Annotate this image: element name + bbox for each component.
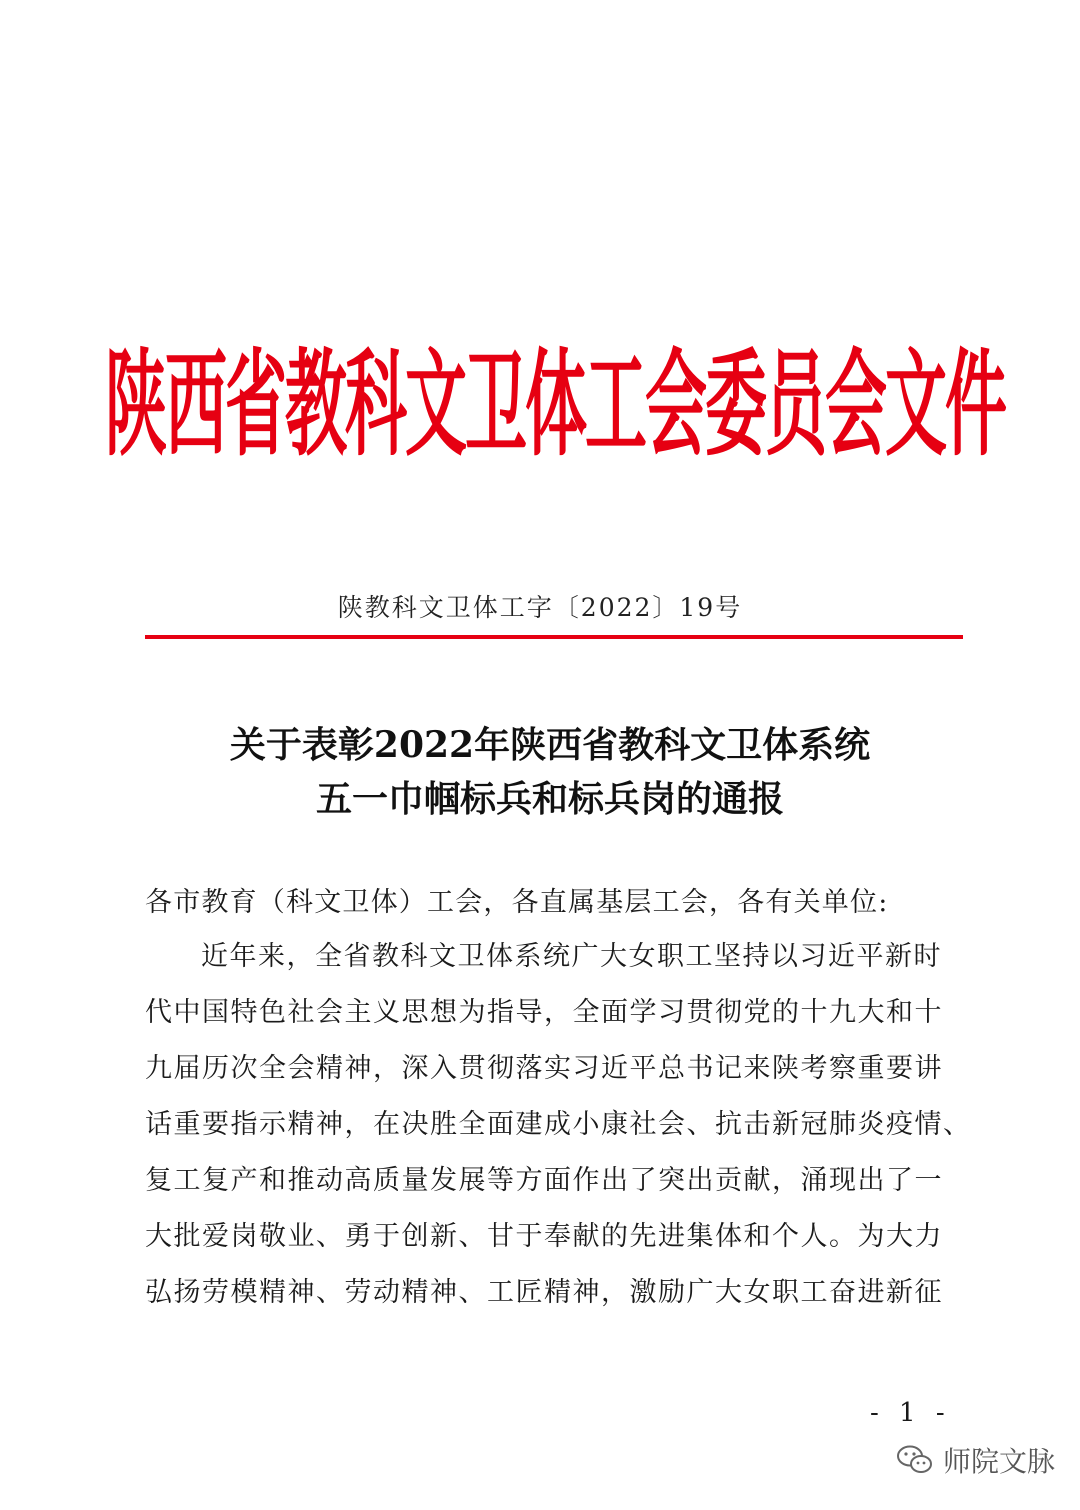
page-number: - 1 - bbox=[870, 1398, 951, 1428]
title-line-2: 五一巾帼标兵和标兵岗的通报 bbox=[315, 778, 784, 820]
wechat-icon bbox=[895, 1443, 935, 1477]
body-line-4: 话重要指示精神，在决胜全面建成小康社会、抗击新冠肺炎疫情、 bbox=[145, 1109, 972, 1140]
title-line-1: 关于表彰2022年陕西省教科文卫体系统 bbox=[229, 724, 871, 766]
document-number: 陕教科文卫体工字〔2022〕19号 bbox=[337, 593, 743, 622]
watermark-text: 师院文脉 bbox=[943, 1445, 1056, 1478]
document-masthead: 陕西省教科文卫体工会委员会文件 bbox=[105, 336, 1006, 472]
body-line-6: 大批爱岗敬业、勇于创新、甘于奉献的先进集体和个人。为大力 bbox=[145, 1221, 943, 1252]
salutation: 各市教育（科文卫体）工会，各直属基层工会，各有关单位: bbox=[145, 887, 889, 918]
body-line-3: 九届历次全会精神，深入贯彻落实习近平总书记来陕考察重要讲 bbox=[145, 1053, 943, 1084]
document-title bbox=[140, 718, 960, 826]
body-line-1: 近年来，全省教科文卫体系统广大女职工坚持以习近平新时 bbox=[201, 941, 942, 972]
body-line-2: 代中国特色社会主义思想为指导，全面学习贯彻党的十九大和十 bbox=[145, 997, 943, 1028]
source-watermark bbox=[895, 1440, 1055, 1480]
body-line-5: 复工复产和推动高质量发展等方面作出了突出贡献，涌现出了一 bbox=[145, 1165, 943, 1196]
red-divider-line bbox=[145, 635, 963, 639]
body-line-7: 弘扬劳模精神、劳动精神、工匠精神，激励广大女职工奋进新征 bbox=[145, 1277, 943, 1308]
